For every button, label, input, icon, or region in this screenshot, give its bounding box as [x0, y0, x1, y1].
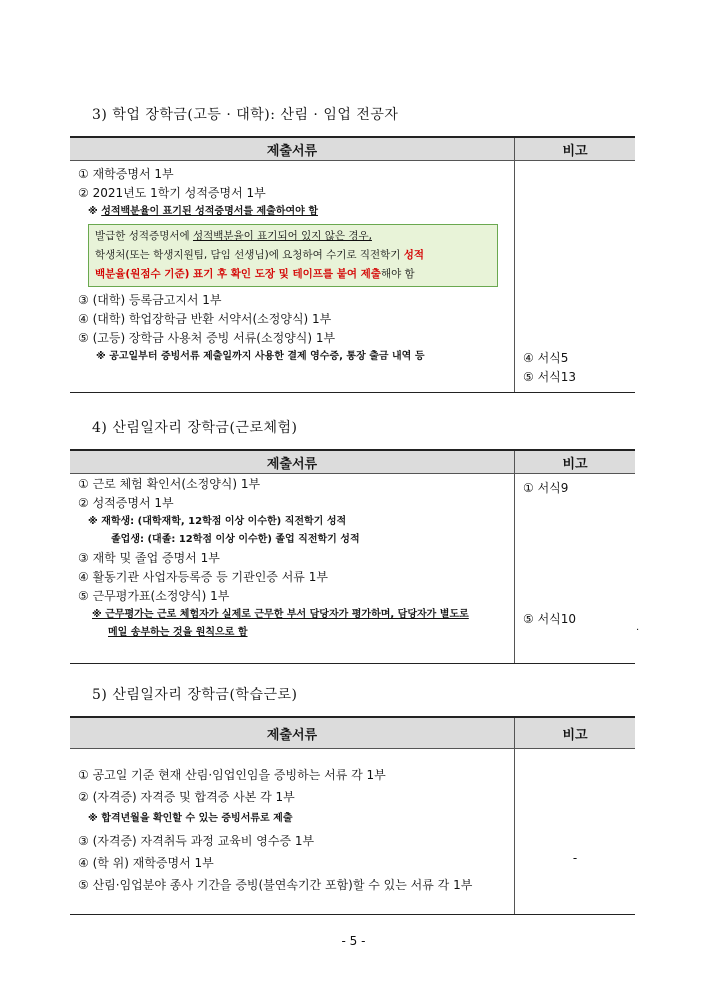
- section4-remark2: ⑤ 서식10: [523, 612, 577, 626]
- section5-title: 5) 산림일자리 장학금(학습근로): [92, 687, 298, 703]
- section3-note1: ※ 성적백분율이 표기된 성적증명서를 제출하여야 함: [88, 206, 318, 217]
- margin-mark: .: [636, 622, 640, 633]
- section4-note1-line2: 졸업생: (대졸: 12학점 이상 이수한) 졸업 직전학기 성적: [111, 534, 360, 545]
- section5-remark: -: [572, 851, 578, 865]
- section4-header-docs: 제출서류: [70, 450, 515, 474]
- section5-item1: ① 공고일 기준 현재 산림·임업인임을 증빙하는 서류 각 1부: [78, 768, 386, 782]
- section3-header-docs: 제출서류: [70, 137, 515, 161]
- section3-remark2: ⑤ 서식13: [523, 370, 577, 384]
- section4-title: 4) 산림일자리 장학금(근로체험): [92, 420, 298, 436]
- section4-item4: ④ 활동기관 사업자등록증 등 기관인증 서류 1부: [78, 570, 328, 584]
- section3-item5: ⑤ (고등) 장학금 사용처 증빙 서류(소정양식) 1부: [78, 331, 336, 345]
- section5-docs-cell: [70, 749, 515, 915]
- section4-item2: ② 성적증명서 1부: [78, 496, 174, 510]
- section5-note1: ※ 합격년월을 확인할 수 있는 증빙서류로 제출: [88, 813, 293, 824]
- page-number: - 5 -: [341, 934, 366, 948]
- section4-docs-cell: [70, 474, 515, 664]
- section3-grade-notice-box: 발급한 성적증명서에 성적백분율이 표기되어 있지 않은 경우, 학생처(또는 학생지원팀, 담임 선생님)에 요청하여 수기로 직전학기 성적 백분율(원점수 기준) 표기 후 확인 도장 및 테이프를 붙여 제출해야 함: [88, 224, 498, 287]
- section4-note2-line2: 메일 송부하는 것을 원칙으로 함: [108, 627, 248, 638]
- section3-table: [70, 136, 635, 393]
- section4-remark1: ① 서식9: [523, 481, 569, 495]
- section4-note2-line1: ※ 근무평가는 근로 체험자가 실제로 근무한 부서 담당자가 평가하며, 담당자가 별도로: [92, 609, 469, 620]
- section3-item3: ③ (대학) 등록금고지서 1부: [78, 293, 222, 307]
- section5-header-docs: 제출서류: [70, 717, 515, 749]
- section5-table: [70, 716, 635, 915]
- section5-item4: ④ (학 위) 재학증명서 1부: [78, 856, 214, 870]
- section3-item4: ④ (대학) 학업장학금 반환 서약서(소정양식) 1부: [78, 312, 332, 326]
- section3-docs-cell: [70, 161, 515, 393]
- section3-item2: ② 2021년도 1학기 성적증명서 1부: [78, 186, 266, 200]
- section4-remarks-cell: [515, 474, 636, 664]
- section4-item1: ① 근로 체험 확인서(소정양식) 1부: [78, 477, 261, 491]
- section4-item5: ⑤ 근무평가표(소정양식) 1부: [78, 589, 230, 603]
- section3-remark1: ④ 서식5: [523, 351, 569, 365]
- section4-table: [70, 449, 635, 664]
- section5-remarks-cell: [515, 749, 636, 915]
- section5-item3: ③ (자격증) 자격취득 과정 교육비 영수증 1부: [78, 834, 315, 848]
- section4-item3: ③ 재학 및 졸업 증명서 1부: [78, 551, 220, 565]
- section3-item1: ① 재학증명서 1부: [78, 167, 174, 181]
- section5-item5: ⑤ 산림·임업분야 종사 기간을 증빙(불연속기간 포함)할 수 있는 서류 각 1부: [78, 878, 473, 892]
- section4-header-remarks: 비고: [515, 450, 636, 474]
- section3-note2: ※ 공고일부터 증빙서류 제출일까지 사용한 결제 영수증, 통장 출금 내역 등: [96, 351, 425, 362]
- section4-note1-line1: ※ 재학생: (대학재학, 12학점 이상 이수한) 직전학기 성적: [88, 516, 347, 527]
- section3-title: 3) 학업 장학금(고등 · 대학): 산림 · 임업 전공자: [92, 107, 399, 123]
- section3-remarks-cell: [515, 161, 636, 393]
- section5-header-remarks: 비고: [515, 717, 636, 749]
- section5-item2: ② (자격증) 자격증 및 합격증 사본 각 1부: [78, 790, 295, 804]
- section3-header-remarks: 비고: [515, 137, 636, 161]
